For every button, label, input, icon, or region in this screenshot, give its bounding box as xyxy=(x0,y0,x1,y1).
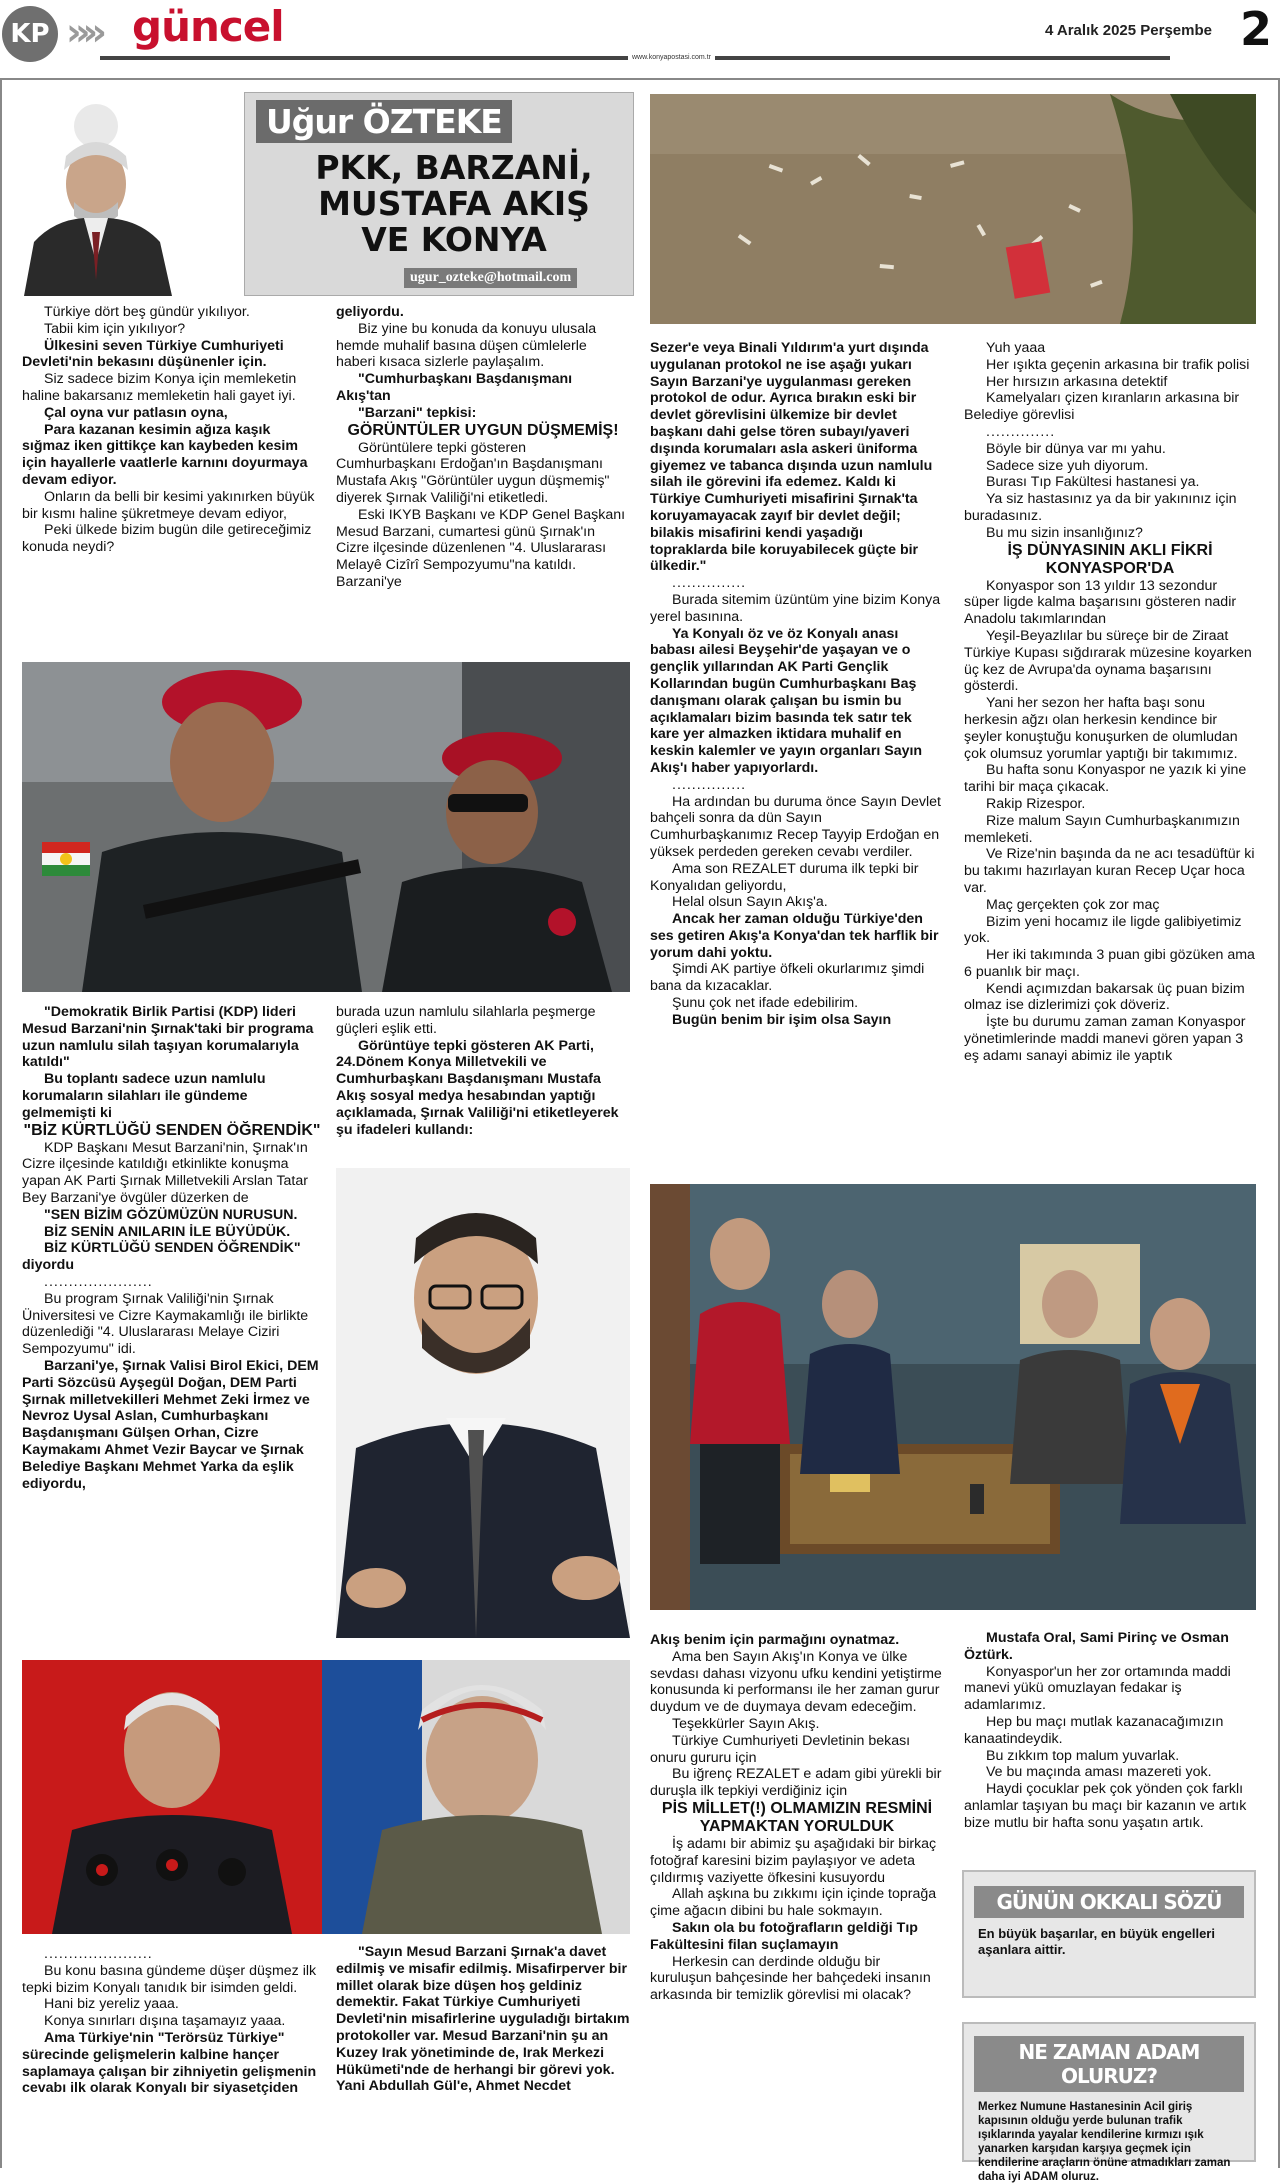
photo-mustafa-akis xyxy=(336,1168,630,1638)
column-header xyxy=(4,92,632,296)
paragraph: Ve bu maçında aması mazereti yok. xyxy=(986,1764,1212,1781)
paragraph: Bu zıkkım top malum yuvarlak. xyxy=(986,1747,1180,1764)
issue-date: 4 Aralık 2025 Perşembe xyxy=(1044,22,1212,39)
col3-bot-text xyxy=(650,1632,944,2004)
paragraph: "Barzani" tepkisi: xyxy=(358,404,477,421)
paragraph: Kamelyaları çizen kıranların arkasına bir Belediye görevlisi xyxy=(964,390,1240,424)
paragraph: Bizim yeni hocamız ile ligde galibiyetimiz yok. xyxy=(964,913,1242,947)
author-portrait xyxy=(4,92,244,296)
separator: ............... xyxy=(672,776,747,793)
paragraph: Sadece size yuh diyorum. xyxy=(986,457,1149,474)
separator: ...................... xyxy=(44,1946,153,1962)
col3-top-text xyxy=(650,340,944,1029)
col2-mid-text xyxy=(336,1004,630,1138)
column-title-line: MUSTAFA AKIŞ xyxy=(318,184,590,223)
frame-top xyxy=(0,78,1280,80)
paragraph: Hani biz yereliz yaaa. xyxy=(44,1996,179,2013)
paragraph: BİZ KÜRTLÜĞÜ SENDEN ÖĞRENDİK" diyordu xyxy=(22,1240,301,1274)
quote-of-the-day-box xyxy=(962,1870,1256,1998)
paragraph: Eski IKYB Başkanı ve KDP Genel Başkanı Mesud Barzani, cumartesi günü Şırnak'ın Cizre ilçesinde düzenlenen "4. Uluslararası Melayê Cizîrî Sempozyumu"na katıldı. Barzani'ye xyxy=(336,506,626,590)
paragraph: Peki ülkede bizim bugün dile getireceğimiz konuda neydi? xyxy=(22,522,312,556)
paragraph: Şunu çok net ifade edebilirim. xyxy=(672,995,859,1012)
col1-mid-text xyxy=(22,1004,322,1492)
paragraph: Bu mu sizin insanlığınız? xyxy=(986,524,1143,541)
paragraph: BİZ SENİN ANILARIN İLE BÜYÜDÜK. xyxy=(44,1223,291,1240)
paragraph: KDP Başkanı Mesut Barzani'nin, Şırnak'ın Cizre ilçesinde katıldığı etkinlikte konuşma yapan AK Parti Şırnak Milletvekili Arslan Tatar Bey Barzani'ye övgüler düzerken de xyxy=(22,1139,308,1206)
paragraph: Helal olsun Sayın Akış'a. xyxy=(672,894,828,911)
site-url[interactable]: www.konyapostasi.com.tr xyxy=(628,54,715,61)
separator: .............. xyxy=(986,423,1056,440)
paragraph: Biz yine bu konuda da konuyu ulusala hemde muhalif basına düşen cümlelerle haberi kısaca sizlerle paylaşalım. xyxy=(336,320,597,371)
paragraph: Allah aşkına bu zıkkımı için içinde toprağa çime ağacın dibini bu hale sokmayın. xyxy=(650,1886,937,1920)
paragraph: Her ışıkta geçenin arkasına bir trafik polisi xyxy=(986,356,1250,373)
paragraph: Konyaspor'un her zor ortamında maddi manevi yükü omuzlayan fedakar iş adamlarımız. xyxy=(964,1663,1231,1714)
paragraph: Yeşil-Beyazlılar bu süreçe bir de Ziraat Türkiye Kupası sığdırarak müzesine koyarken üç kez de Avrupa'da oynama başarısını gösterdi. xyxy=(964,627,1252,695)
paragraph: Ve Rize'nin başında da ne acı tesadüftür ki bu takımı hazırlayan kuran Recep Uçar hoca var. xyxy=(964,846,1255,896)
paragraph: "Sayın Mesud Barzani Şırnak'a davet edilmiş ve misafir edilmiş. Misafirperver bir millet olarak bize düşen hoş geldiniz demektir. Fakat Türkiye Cumhuriyeti Devleti'nin misafirlerine uyguladığı birtakım protokoller var. Mesud Barzani'nin şu an Kuzey Irak yönetiminde de, Irak Merkezi Hükümeti'nde de herhangi bir görevi yok. Yani Abdullah Gül'e, Ahmet Necdet xyxy=(336,1944,630,2095)
paragraph: Ancak her zaman olduğu Türkiye'den ses getiren Akış'a Konya'dan tek harflik bir yorum dahi yoktu. xyxy=(650,911,939,961)
column-title-line: PKK, BARZANİ, xyxy=(315,148,593,187)
paragraph: "SEN BİZİM GÖZÜMÜZÜN NURUSUN. xyxy=(44,1206,298,1223)
paragraph: "Demokratik Birlik Partisi (KDP) lideri Mesud Barzani'nin Şırnak'taki bir programa uzun namlulu silah taşıyan korumalarıyla katıldı" xyxy=(22,1004,314,1071)
paragraph: Rakip Rizespor. xyxy=(986,795,1086,812)
paragraph: Yuh yaaa xyxy=(986,340,1046,356)
paragraph: Ha ardından bu duruma önce Sayın Devlet bahçeli sonra da dün Sayın Cumhurbaşkanımız Recep Tayyip Erdoğan en yüksek perdeden gereken cevabı verdiler. xyxy=(650,793,941,860)
paragraph: Türkiye dört beş gündür yıkılıyor. xyxy=(44,304,250,320)
paragraph: Ama Türkiye'nin "Terörsüz Türkiye" sürecinde gelişmelerin kalbine hançer saplamaya çalışan bir zihniyetin gelişmenin cevabı ilk olarak Konyalı bir siyasetçiden xyxy=(22,2029,317,2097)
paragraph: İş adamı bir abimiz şu aşağıdaki bir birkaç fotoğraf karesini bizim paylaşıyor ve adeta çıldırmış vaziyette öfkesini kusuyordu xyxy=(650,1835,937,1886)
paragraph: Yani her sezon her hafta başı sonu herkesin ağzı olan herkesin kendince bir şeyler konuştuğu konuşurken de olumludan çok olumsuz yorumlar yaptığı bir takımımız. xyxy=(964,695,1238,762)
ne-zaman-adam-oluruz-box xyxy=(962,2022,1256,2183)
photo-businessmen-meeting xyxy=(650,1184,1256,1610)
paragraph: Her hırsızın arkasına detektif xyxy=(986,373,1168,390)
column-title-line: VE KONYA xyxy=(361,220,547,259)
paragraph: Konya sınırları dışına taşamayız yaaa. xyxy=(44,2013,286,2030)
paragraph: İşte bu durumu zaman zaman Konyaspor yönetimlerinde maddi manevi gören yapan 3 eş adamı sanayi abimiz ile yaptık xyxy=(964,1014,1246,1064)
paragraph: "Cumhurbaşkanı Başdanışmanı Akış'tan xyxy=(336,371,573,404)
paragraph: Onların da belli bir kesimi yakınırken büyük bir kısmı haline şükretmeye devam ediyor, xyxy=(22,488,315,522)
paragraph: Siz sadece bizim Konya için memleketin haline bakarsanız memleketin hali gayet iyi. xyxy=(22,371,297,404)
paragraph: Ya Konyalı öz ve öz Konyalı anası babası ailesi Beyşehir'de yaşayan ve o gençlik yıllarından AK Parti Gençlik Kollarından bugün Cumhurbaşkanı Baş danışmanı olarak çalışan bu ismin bu açıklamaları bizim basında tek satır tek kare yer almazken iktidara muhalif en keskin kalemler ve yayın organları Sayın Akış'ı haber yapıyorlardı. xyxy=(650,625,923,776)
paragraph: Barzani'ye, Şırnak Valisi Birol Ekici, DEM Parti Sözcüsü Ayşegül Doğan, DEM Parti Şırnak milletvekilleri Mehmet Zeki İrmez ve Nevroz Uysal Aslan, Cumhurbaşkanı Başdanışmanı Gülşen Orhan, Cizre Kaymakamı Ahmet Vezir Baycar ve Şırnak Belediye Başkanı Mehmet Yarka da eşlik ediyordu, xyxy=(22,1357,319,1492)
ne-zaman-adam-oluruz-text: Merkez Numune Hastanesinin Acil giriş kapısının olduğu yerde bulunan trafik ışıklarında yayalar kendilerine kırmızı ışık yanarken karşıdan karşıya geçmek için kendilerine araçların önüne atmadıkları zaman daha iyi ADAM oluruz. xyxy=(978,2101,1231,2183)
paragraph: Para kazanan kesimin ağıza kaşık sığmaz iken gittikçe kan kaybeden kesim için hayallerle vaatlerle karnını doyurmaya devam ediyor. xyxy=(22,421,308,488)
subheading: "BİZ KÜRTLÜĞÜ SENDEN ÖĞRENDİK" xyxy=(23,1121,321,1139)
quote-of-the-day-text: En büyük başarılar, en büyük engelleri aşanlara aittir. xyxy=(978,1926,1215,1957)
paragraph: Rize malum Sayın Cumhurbaşkanımızın memleketi. xyxy=(964,812,1240,846)
paragraph: Burası Tıp Fakültesi hastanesi ya. xyxy=(986,474,1200,491)
paragraph: Tabii kim için yıkılıyor? xyxy=(44,320,186,337)
column-title xyxy=(284,150,624,258)
masthead xyxy=(0,0,1280,62)
separator: ............... xyxy=(672,575,747,592)
col1-bot-text xyxy=(22,1946,322,2097)
paragraph: Bu iğrenç REZALET e adam gibi yürekli bir duruşla ilk tepkiyi verdiğiniz için xyxy=(650,1766,942,1800)
paragraph: Türkiye Cumhuriyeti Devletinin bekası onuru gururu için xyxy=(650,1732,911,1766)
paragraph: Şimdi AK partiye öfkeli okurlarımız şimdi bana da kızacaklar. xyxy=(650,961,925,995)
paragraph: Akış benim için parmağını oynatmaz. xyxy=(650,1632,900,1648)
paragraph: Haydi çocuklar pek çok yönden çok farklı anlamlar taşıyan bu maçı bir kazanın ve artık bize mutlu bir hafta sonu yaşatın artık. xyxy=(964,1781,1247,1831)
paragraph: Sezer'e veya Binali Yıldırım'a yurt dışında uygulanan protokol ne ise aşağı yukarı Sayın Barzani'ye uygulanması gereken protokol de odur. Ayrıca bırakın eski bir devlet görevlisini ülkemize bir devlet başkanı dahi gelse tören subayı/yaveri dışında korumaları asla askeri üniforma giyemez ve tabanca dışında uzun namlulu silah ile görevini ifa edemez. Kaldı ki Türkiye Cumhuriyeti misafirini Şırnak'ta koruyamayacak zayıf bir devlet değil; bilakis misafirini kendi yaşadığı topraklarda bile koruyabilecek güçte bir ülkedir." xyxy=(650,340,933,575)
photo-litter-ground xyxy=(650,94,1256,324)
paragraph: Kendi açımızdan bakarsak üç puan bizim olmaz ise dizlerimizi çok döveriz. xyxy=(964,980,1245,1014)
page-number: 2 xyxy=(1239,2,1272,56)
chevrons-icon: »» xyxy=(66,10,100,54)
photo-bahceli-barzani xyxy=(22,1660,630,1934)
paragraph: Herkesin can derdinde olduğu bir kuruluşun bahçesinde her bahçedeki insanın arkasında bir temizlik görevlisi mi olacak? xyxy=(650,1953,931,2004)
paragraph: Görüntülere tepki gösteren Cumhurbaşkanı Erdoğan'ın Başdanışmanı Mustafa Akış "Görüntüler uygun düşmemiş" diyerek Şırnak Valiliği'ni etiketledi. xyxy=(336,439,610,506)
ne-zaman-adam-oluruz-title: NE ZAMAN ADAM OLURUZ? xyxy=(974,2036,1244,2092)
subheading: PİS MİLLET(!) OLMAMIZIN RESMİNİ YAPMAKTAN YORULDUK xyxy=(661,1799,933,1835)
col1-top-text xyxy=(22,304,322,556)
paragraph: Hep bu maçı mutlak kazanacağımızın kanaatindeydik. xyxy=(964,1713,1224,1747)
paragraph: geliyordu. xyxy=(336,304,404,320)
paragraph: Ama ben Sayın Akış'ın Konya ve ülke sevdası dahası vizyonu ufku kendini yetiştirme konusunda ki performansı ile her zaman gurur duydum ve de duymaya devam edeceğim. xyxy=(650,1648,942,1716)
col4-bot-text xyxy=(964,1630,1256,1832)
photo-peshmerga-guards xyxy=(22,662,630,992)
author-name: Uğur ÖZTEKE xyxy=(256,100,512,143)
subheading: GÖRÜNTÜLER UYGUN DÜŞMEMİŞ! xyxy=(347,421,619,439)
col2-bot-text xyxy=(336,1944,630,2095)
paragraph: Bu konu basına gündeme düşer düşmez ilk tepki bizim Konyalı tanıdık bir isimden geldi. xyxy=(22,1962,317,1996)
paragraph: Sakın ola bu fotoğrafların geldiği Tıp Fakültesini filan suçlamayın xyxy=(650,1919,918,1953)
paragraph: Konyaspor son 13 yıldır 13 sezondur süper ligde kalma başarısını gösteren nadir Anadolu takımlarından xyxy=(964,577,1237,628)
paragraph: Ya siz hastasınız ya da bir yakınınız için buradasınız. xyxy=(964,491,1237,524)
col2-top-text xyxy=(336,304,630,591)
author-email[interactable]: ugur_ozteke@hotmail.com xyxy=(404,268,577,288)
paragraph: Bu hafta sonu Konyaspor ne yazık ki yine tarihi bir maça çıkacak. xyxy=(964,762,1247,796)
paragraph: Burada sitemim üzüntüm yine bizim Konya yerel basınına. xyxy=(650,591,941,625)
paragraph: Mustafa Oral, Sami Pirinç ve Osman Öztürk. xyxy=(964,1630,1229,1663)
quote-of-the-day-title: GÜNÜN OKKALI SÖZÜ xyxy=(974,1886,1244,1918)
paragraph: Her iki takımında 3 puan gibi gözüken ama 6 puanlık bir maçı. xyxy=(964,947,1255,980)
paragraph: Çal oyna vur patlasın oyna, xyxy=(44,404,228,421)
paragraph: Teşekkürler Sayın Akış. xyxy=(672,1715,820,1732)
paragraph: burada uzun namlulu silahlarla peşmerge güçleri eşlik etti. xyxy=(336,1004,596,1037)
col4-top-text xyxy=(964,340,1256,1065)
paragraph: Ülkesini seven Türkiye Cumhuriyeti Devleti'nin bekasını düşünenler için. xyxy=(22,337,284,371)
paragraph: Bu program Şırnak Valiliği'nin Şırnak Üniversitesi ve Cizre Kaymakamlığı ile birlikte düzenlediği "4. Uluslararası Melaye Ciziri Sempozyumu" idi. xyxy=(22,1290,309,1358)
paragraph: Böyle bir dünya var mı yahu. xyxy=(986,440,1166,457)
paragraph: Görüntüye tepki gösteren AK Parti, 24.Dönem Konya Milletvekili ve Cumhurbaşkanı Başdanışmanı Mustafa Akış sosyal medya hesabından yaptığı açıklamada, Şırnak Valiliği'ni etiketleyerek şu ifadeleri kullandı: xyxy=(336,1037,619,1138)
paragraph: Ama son REZALET duruma ilk tepki bir Konyalıdan geliyordu, xyxy=(650,860,919,894)
paragraph: Bugün benim bir işim olsa Sayın xyxy=(672,1011,892,1028)
kp-logo[interactable]: KP xyxy=(2,6,58,62)
frame-left xyxy=(0,78,2,2168)
paragraph: Bu toplantı sadece uzun namlulu korumaların silahları ile gündeme gelmemişti ki xyxy=(22,1071,266,1121)
separator: ...................... xyxy=(44,1273,153,1290)
subheading: İŞ DÜNYASININ AKLI FİKRİ KONYASPOR'DA xyxy=(1007,541,1213,577)
section-title: güncel xyxy=(132,2,284,51)
paragraph: Maç gerçekten çok zor maç xyxy=(986,896,1160,913)
